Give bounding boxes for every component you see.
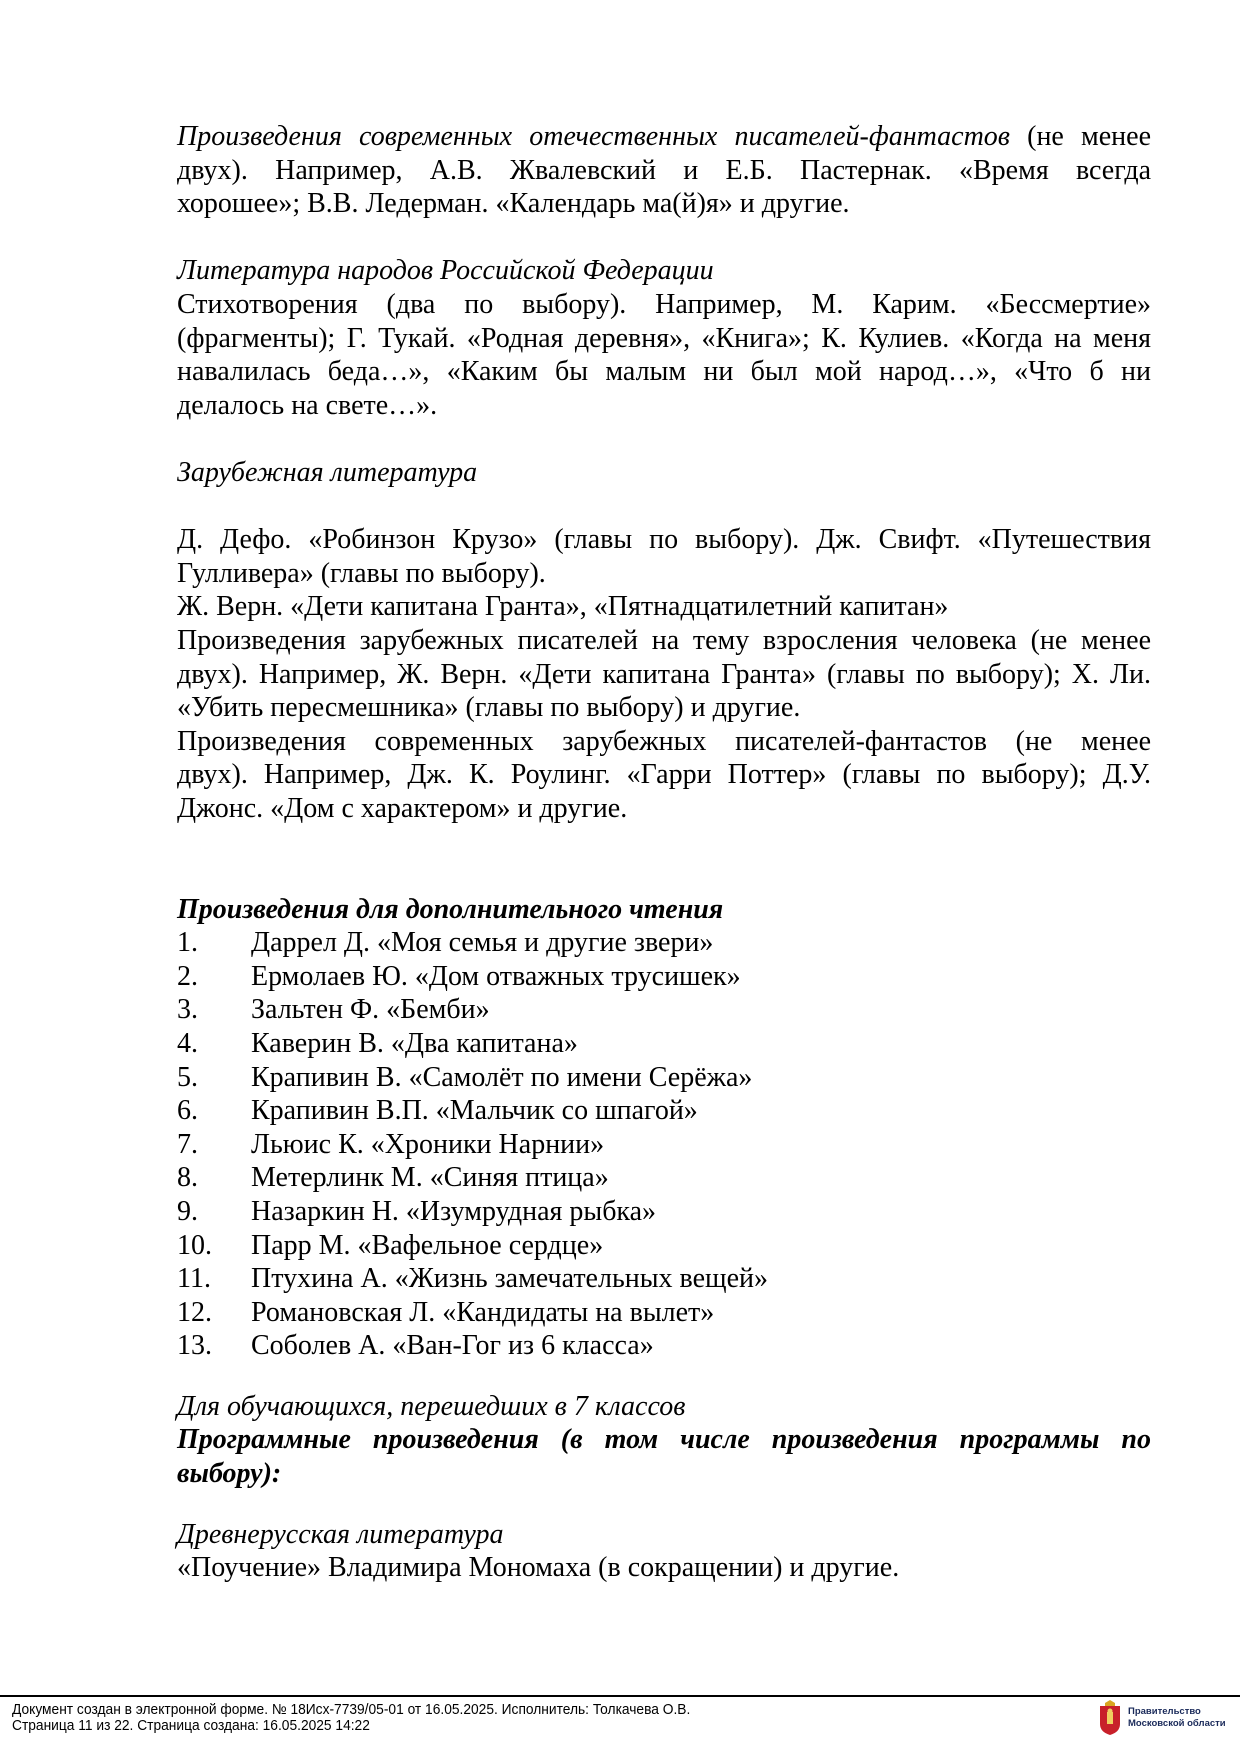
list-item-text: Даррел Д. «Моя семья и другие звери»	[251, 927, 714, 959]
list-number: 4.	[177, 1028, 198, 1060]
body-text: Ж. Верн. «Дети капитана Гранта», «Пятнадцатилетний капитан»	[177, 591, 949, 623]
body-text: двух). Например, А.В. Жвалевский и Е.Б. Пастернак. «Время всегда	[177, 154, 1151, 186]
list-number: 8.	[177, 1162, 198, 1194]
italic-text: Зарубежная литература	[177, 456, 478, 488]
paragraph-spacer	[177, 1491, 1151, 1518]
list-number: 11.	[177, 1263, 211, 1295]
list-item-text: Романовская Л. «Кандидаты на вылет»	[251, 1296, 715, 1328]
body-text: хорошее»; В.В. Ледерман. «Календарь ма(й)я» и другие.	[177, 188, 850, 220]
text-line	[177, 187, 1151, 221]
list-item	[177, 993, 1151, 1027]
text-line	[177, 1390, 1151, 1424]
body-text: Джонс. «Дом с характером» и другие.	[177, 792, 628, 824]
text-line	[177, 624, 1151, 658]
body-text: Произведения современных зарубежных писателей-фантастов (не менее	[177, 725, 1151, 757]
text-line	[177, 154, 1151, 188]
text-line	[177, 322, 1151, 356]
list-number: 7.	[177, 1128, 198, 1160]
body-text: Д. Дефо. «Робинзон Крузо» (главы по выбору). Дж. Свифт. «Путешествия	[177, 524, 1151, 556]
paragraph-spacer	[177, 825, 1151, 892]
italic-text: Для обучающихся, перешедших в 7 классов	[177, 1390, 686, 1422]
text-line	[177, 1551, 1151, 1585]
italic-text: Произведения современных отечественных писателей-фантастов	[177, 121, 1010, 152]
body-text: навалилась беда…», «Каким бы малым ни был мой народ…», «Что б ни	[177, 356, 1151, 388]
list-item-text: Ермолаев Ю. «Дом отважных трусишек»	[251, 960, 741, 992]
body-text: двух). Например, Дж. К. Роулинг. «Гарри Поттер» (главы по выбору); Д.У.	[177, 759, 1151, 791]
list-number: 12.	[177, 1296, 212, 1328]
text-line	[177, 1518, 1151, 1552]
list-number: 1.	[177, 927, 198, 959]
footer-text	[12, 1702, 690, 1734]
italic-text: Литература народов Российской Федерации	[177, 255, 714, 287]
paragraph-spacer	[177, 422, 1151, 456]
text-line	[177, 1457, 1151, 1491]
list-item	[177, 1229, 1151, 1263]
list-item-text: Соболев А. «Ван-Гог из 6 класса»	[251, 1330, 654, 1362]
list-item-text: Льюис К. «Хроники Нарнии»	[251, 1128, 605, 1160]
list-item-text: Крапивин В. «Самолёт по имени Серёжа»	[251, 1061, 753, 1093]
text-line	[177, 893, 1151, 927]
list-item-text: Метерлинк М. «Синяя птица»	[251, 1162, 609, 1194]
section-heading: Программные произведения (в том числе произведения программы по	[177, 1424, 1151, 1456]
list-number: 2.	[177, 960, 198, 992]
list-item-text: Назаркин Н. «Изумрудная рыбка»	[251, 1196, 657, 1227]
paragraph-spacer	[177, 221, 1151, 255]
body-text: двух). Например, Ж. Верн. «Дети капитана Гранта» (главы по выбору); Х. Ли.	[177, 658, 1151, 690]
list-item	[177, 1027, 1151, 1061]
logo-text-line2: Московской области	[1128, 1718, 1226, 1729]
body-text: Гулливера» (главы по выбору).	[177, 557, 546, 589]
text-line	[177, 658, 1151, 692]
list-number: 9.	[177, 1196, 198, 1227]
logo-text-line1: Правительство	[1128, 1706, 1201, 1717]
list-number: 13.	[177, 1330, 212, 1362]
list-item-text: Птухина А. «Жизнь замечательных вещей»	[251, 1263, 768, 1295]
body-text: делалось на свете…».	[177, 389, 438, 421]
document-body	[177, 120, 1151, 1585]
text-line	[177, 288, 1151, 322]
list-item-text: Крапивин В.П. «Мальчик со шпагой»	[251, 1095, 698, 1127]
list-item	[177, 960, 1151, 994]
body-text: «Поучение» Владимира Мономаха (в сокращении) и другие.	[177, 1552, 900, 1584]
list-item-text: Парр М. «Вафельное сердце»	[251, 1229, 604, 1261]
body-text: «Убить пересмешника» (главы по выбору) и другие.	[177, 692, 801, 724]
list-number: 5.	[177, 1061, 198, 1093]
italic-text: Древнерусская литература	[177, 1518, 504, 1550]
coat-of-arms-icon	[1097, 1700, 1123, 1736]
text-line	[177, 691, 1151, 725]
list-item-text: Каверин В. «Два капитана»	[251, 1028, 578, 1060]
body-text: (фрагменты); Г. Тукай. «Родная деревня», «Книга»; К. Кулиев. «Когда на меня	[177, 322, 1151, 354]
government-logo	[1097, 1700, 1226, 1736]
list-item	[177, 1094, 1151, 1128]
footer-document-info: Документ создан в электронной форме. № 18Исх-7739/05-01 от 16.05.2025. Исполнитель: Толкачева О.В.	[12, 1702, 691, 1718]
text-line	[177, 557, 1151, 591]
text-line	[177, 758, 1151, 792]
section-heading: Произведения для дополнительного чтения	[177, 893, 724, 925]
list-item	[177, 1296, 1151, 1330]
text-line	[177, 590, 1151, 624]
list-item	[177, 1329, 1151, 1363]
footer-divider	[0, 1695, 1240, 1697]
text-line	[177, 456, 1151, 490]
text-line	[177, 120, 1151, 154]
list-item	[177, 926, 1151, 960]
list-item	[177, 1195, 1151, 1229]
text-line	[177, 1423, 1151, 1457]
text-line	[177, 389, 1151, 423]
text-line	[177, 792, 1151, 826]
paragraph-spacer	[177, 490, 1151, 524]
text-line	[177, 254, 1151, 288]
list-number: 6.	[177, 1095, 198, 1127]
list-number: 3.	[177, 994, 198, 1026]
footer-page-info: Страница 11 из 22. Страница создана: 16.05.2025 14:22	[12, 1718, 370, 1734]
text-line	[177, 523, 1151, 557]
body-text: Стихотворения (два по выбору). Например, М. Карим. «Бессмертие»	[177, 288, 1151, 320]
paragraph-spacer	[177, 1363, 1151, 1390]
list-number: 10.	[177, 1229, 212, 1261]
list-item-text: Зальтен Ф. «Бемби»	[251, 994, 490, 1026]
body-text: (не менее	[1009, 121, 1151, 152]
list-item	[177, 1128, 1151, 1162]
list-item	[177, 1161, 1151, 1195]
list-item	[177, 1061, 1151, 1095]
section-heading: выбору):	[177, 1458, 282, 1490]
list-item	[177, 1262, 1151, 1296]
text-line	[177, 725, 1151, 759]
body-text: Произведения зарубежных писателей на тему взросления человека (не менее	[177, 624, 1151, 656]
text-line	[177, 355, 1151, 389]
